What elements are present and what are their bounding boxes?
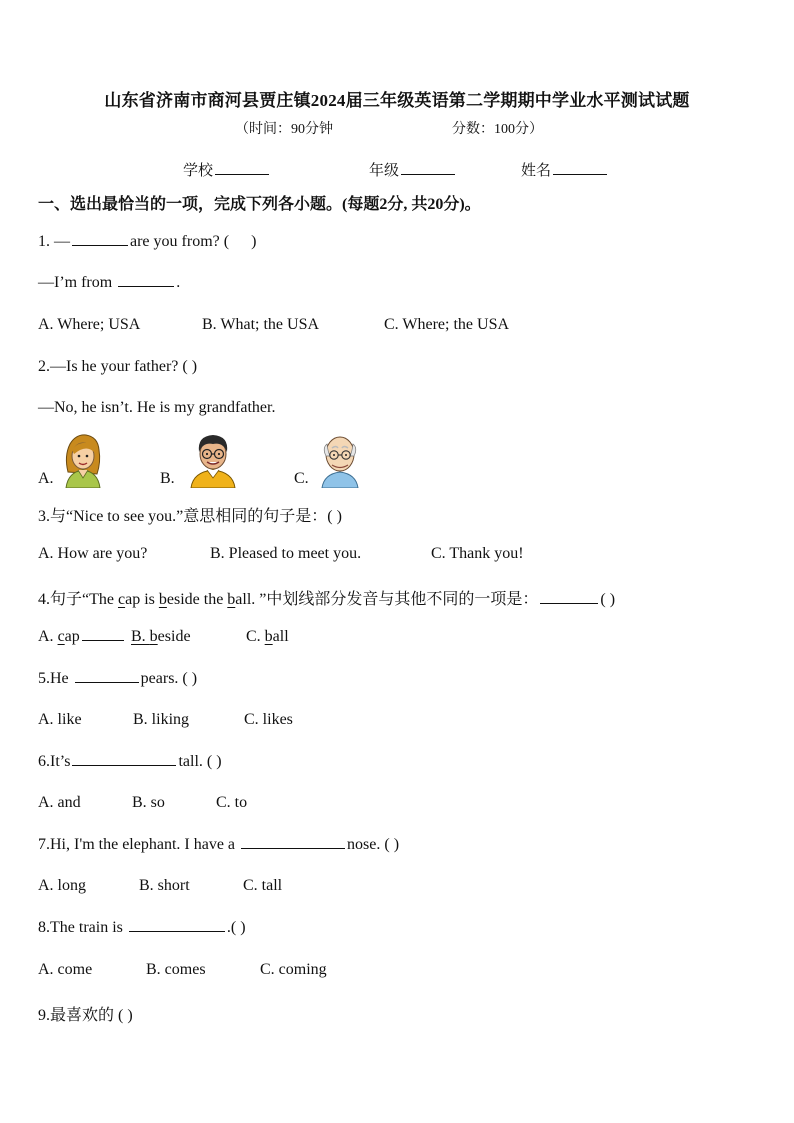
q1-option-c: C. Where; the USA: [384, 316, 510, 333]
q6-option-a: A. and: [38, 794, 81, 811]
q4-option-a-rest: ap: [64, 628, 80, 645]
q2-option-b: B.: [160, 470, 175, 487]
q7-blank: [241, 847, 345, 849]
woman-icon: [62, 432, 104, 488]
q7-option-b: B. short: [139, 877, 190, 894]
question-9-stem: 9.最喜欢的 ( ): [38, 1007, 133, 1024]
exam-title: 山东省济南市商河县贾庄镇2024届三年级英语第二学期期中学业水平测试试题: [104, 91, 690, 110]
q4-blank: [540, 602, 598, 604]
q4-option-a-prefix: A.: [38, 628, 58, 645]
q6-text-1: 6.It’s: [38, 753, 71, 770]
q8-option-a: A. come: [38, 961, 93, 978]
q4-option-b-prefix: B.: [131, 628, 150, 645]
q5-text-1: 5.He: [38, 670, 69, 687]
q6-option-b: B. so: [132, 794, 165, 811]
q3-option-c: C. Thank you!: [431, 545, 524, 562]
q8-option-b: B. comes: [146, 961, 206, 978]
q8-blank: [129, 930, 225, 932]
q5-text-2: pears. ( ): [140, 670, 198, 687]
school-blank: [215, 173, 269, 175]
q1-text: are you from? (: [130, 233, 230, 250]
school-field: [183, 159, 271, 180]
section-heading: 一、选出最恰当的一项，完成下列各小题。(每题2分, 共20分)。: [38, 196, 481, 213]
q8-option-c: C. coming: [260, 961, 327, 978]
school-label: 学校: [183, 163, 214, 179]
q4-option-a-blank: [82, 639, 124, 641]
q4-text-2: ap is: [125, 591, 159, 608]
question-7-stem: [38, 836, 399, 854]
q7-text-2: nose. ( ): [347, 836, 400, 853]
q1-reply-text: —I’m from: [38, 274, 113, 291]
question-3-stem: 3.与“Nice to see you.”意思相同的句子是：( ): [38, 508, 342, 525]
q6-blank: [72, 764, 176, 766]
q6-option-c: C. to: [216, 794, 248, 811]
q5-option-b: B. liking: [133, 711, 190, 728]
question-2-stem: 2.—Is he your father? ( ): [38, 358, 198, 375]
question-2-reply: —No, he isn’t. He is my grandfather.: [38, 399, 276, 416]
question-5-stem: [38, 670, 197, 688]
grandpa-icon: [318, 430, 362, 488]
q4-text-3: eside the: [166, 591, 228, 608]
q5-blank: [75, 681, 139, 683]
q4-underlined-b1: b: [158, 591, 167, 608]
q4-underlined-b2: b: [227, 591, 236, 608]
question-1-stem: [38, 233, 256, 251]
grade-field: [369, 159, 457, 180]
q4-option-b: [131, 628, 191, 646]
q3-option-b: B. Pleased to meet you.: [210, 545, 362, 562]
q8-text-1: 8.The train is: [38, 919, 123, 936]
q4-option-c-rest: all: [272, 628, 289, 645]
q4-underlined-c: c: [117, 591, 126, 608]
q1-blank-2: [118, 285, 174, 287]
q8-text-2: .( ): [226, 919, 246, 936]
q1-option-a: A. Where; USA: [38, 316, 141, 333]
q4-text-1: 4.句子“The: [38, 591, 118, 608]
question-8-stem: [38, 919, 246, 937]
q4-option-c: [246, 628, 289, 646]
grade-blank: [401, 173, 455, 175]
grade-label: 年级: [369, 163, 400, 179]
q4-option-c-underlined: b: [264, 628, 273, 645]
name-blank: [553, 173, 607, 175]
q4-option-c-prefix: C.: [246, 628, 265, 645]
q1-blank-1: [72, 244, 128, 246]
name-field: [521, 159, 609, 180]
question-4-stem: [38, 586, 615, 609]
exam-time: （时间：90分钟: [235, 122, 333, 137]
q4-option-a: [38, 628, 126, 646]
q2-option-a: A.: [38, 470, 54, 487]
man-with-glasses-icon: [187, 432, 239, 488]
q5-option-c: C. likes: [244, 711, 293, 728]
q3-option-a: A. How are you?: [38, 545, 148, 562]
q1-reply-end: .: [176, 274, 181, 291]
q4-paren: ( ): [600, 591, 616, 608]
q4-text-4: all. ”中划线部分发音与其他不同的一项是：: [235, 591, 539, 608]
q4-option-b-rest: eside: [157, 628, 191, 645]
question-6-stem: [38, 753, 222, 771]
q6-text-2: tall. ( ): [178, 753, 222, 770]
q2-option-c: C.: [294, 470, 309, 487]
q1-paren-close: ): [251, 233, 257, 250]
exam-score: 分数：100分）: [452, 122, 543, 137]
q4-option-a-underlined: c: [57, 628, 65, 645]
q5-option-a: A. like: [38, 711, 82, 728]
q4-option-b-underlined: b: [149, 628, 158, 645]
q7-text-1: 7.Hi, I'm the elephant. I have a: [38, 836, 236, 853]
q7-option-a: A. long: [38, 877, 86, 894]
question-1-reply: [38, 274, 180, 292]
q1-number: 1. —: [38, 233, 70, 250]
q7-option-c: C. tall: [243, 877, 283, 894]
q1-option-b: B. What; the USA: [202, 316, 320, 333]
name-label: 姓名: [521, 163, 552, 179]
